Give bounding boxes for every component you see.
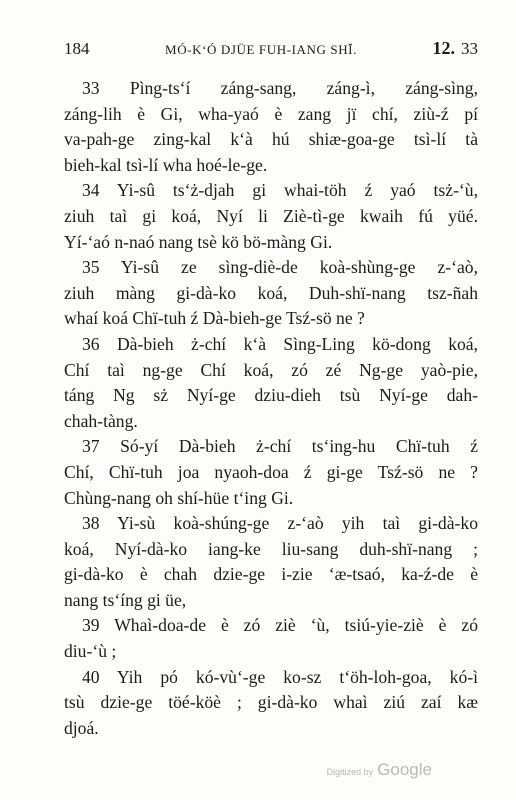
text-line: 36 Dà-bieh ż-chí k‘à Sìng-Ling kö-dong koá,	[82, 333, 478, 354]
chapter-number: 12.	[432, 38, 455, 58]
text-line: djoá.	[64, 717, 99, 738]
text-line: 35 Yi-sû ze sìng-diè-de koà-shùng-ge z-‘aò,	[82, 257, 478, 278]
verse-paragraph	[64, 76, 478, 178]
text-line: bieh-kal tsì-lí wha hoé-le-ge.	[64, 154, 268, 175]
running-title: MÓ-K‘Ó DJÜE FUH-IANG SHĬ.	[165, 42, 357, 57]
verse-number: 33	[461, 39, 478, 58]
watermark	[327, 760, 432, 780]
text-line: ziuh màng gi-dà-ko koá, Duh-shï-nang tsz-ñah	[64, 282, 478, 303]
text-line: koá, Nyí-dà-ko iang-ke liu-sang duh-shï-nang ;	[64, 538, 478, 559]
text-line: tsù dzie-ge töé-köè ; gi-dà-ko whaì ziú zaí kæ	[64, 692, 478, 713]
text-line: 34 Yi-sû ts‘ż-djah gi whai-töh ź yaó tsż-‘ù,	[82, 180, 478, 201]
text-line: záng-lih è Gi, wha-yaó è zang jï chí, ziù-ź pí	[64, 103, 478, 124]
text-line: Chí, Chï-tuh joa nyaoh-doa ź gi-ge Tsź-sö ne ?	[64, 461, 478, 482]
text-line: Chí taì ng-ge Chí koá, zó zé Ng-ge yaò-pie,	[64, 359, 478, 380]
verse-paragraph	[64, 665, 478, 742]
text-line: 38 Yi-sù koà-shúng-ge z-‘aò yih taì gi-dà-ko	[82, 513, 478, 534]
text-line: gi-dà-ko è chah dzie-ge i-zie ‘æ-tsaó, ka-ź-de è	[64, 564, 478, 585]
text-body	[64, 76, 478, 741]
text-line: diu-‘ù ;	[64, 641, 117, 662]
page-header	[64, 38, 478, 64]
verse-paragraph	[64, 434, 478, 511]
chapter-verse	[433, 38, 479, 59]
text-line: táng Ng sż Nyí-ge dziu-dieh tsù Nyí-ge dah-	[64, 385, 478, 406]
text-line: ziuh taì gi koá, Nyí li Ziè-tì-ge kwaih fú yüé.	[64, 205, 478, 226]
text-line: whaí koá Chï-tuh ź Dà-bieh-ge Tsź-sö ne ?	[64, 308, 365, 329]
verse-paragraph	[64, 511, 478, 613]
verse-paragraph	[64, 332, 478, 434]
watermark-digitized: Digitized by	[326, 767, 374, 777]
page-number: 184	[64, 39, 90, 58]
verse-paragraph	[64, 613, 478, 664]
text-line: Yí-‘aó n-naó nang tsè kö bö-màng Gi.	[64, 231, 333, 252]
text-line: 39 Whaì-doa-de è zó ziè ‘ù, tsiú-yie-ziè è zó	[82, 615, 478, 636]
text-line: va-pah-ge zing-kal k‘à hú shiæ-goa-ge tsì-lí tà	[64, 129, 478, 150]
text-line: chah-tàng.	[64, 410, 138, 431]
text-line: 40 Yih pó kó-vù‘-ge ko-sz t‘öh-loh-goa, kó-ì	[82, 666, 478, 687]
verse-paragraph	[64, 178, 478, 255]
verse-paragraph	[64, 255, 478, 332]
google-logo: Google	[377, 760, 432, 779]
text-line: 37 Só-yí Dà-bieh ż-chí ts‘ing-hu Chï-tuh ź	[82, 436, 478, 457]
text-line: 33 Pìng-ts‘í záng-sang, záng-ì, záng-sìng,	[82, 78, 478, 98]
text-line: Chùng-nang oh shí-hüe t‘ing Gi.	[64, 487, 294, 508]
text-line: nang ts‘íng gi üe,	[64, 589, 187, 610]
